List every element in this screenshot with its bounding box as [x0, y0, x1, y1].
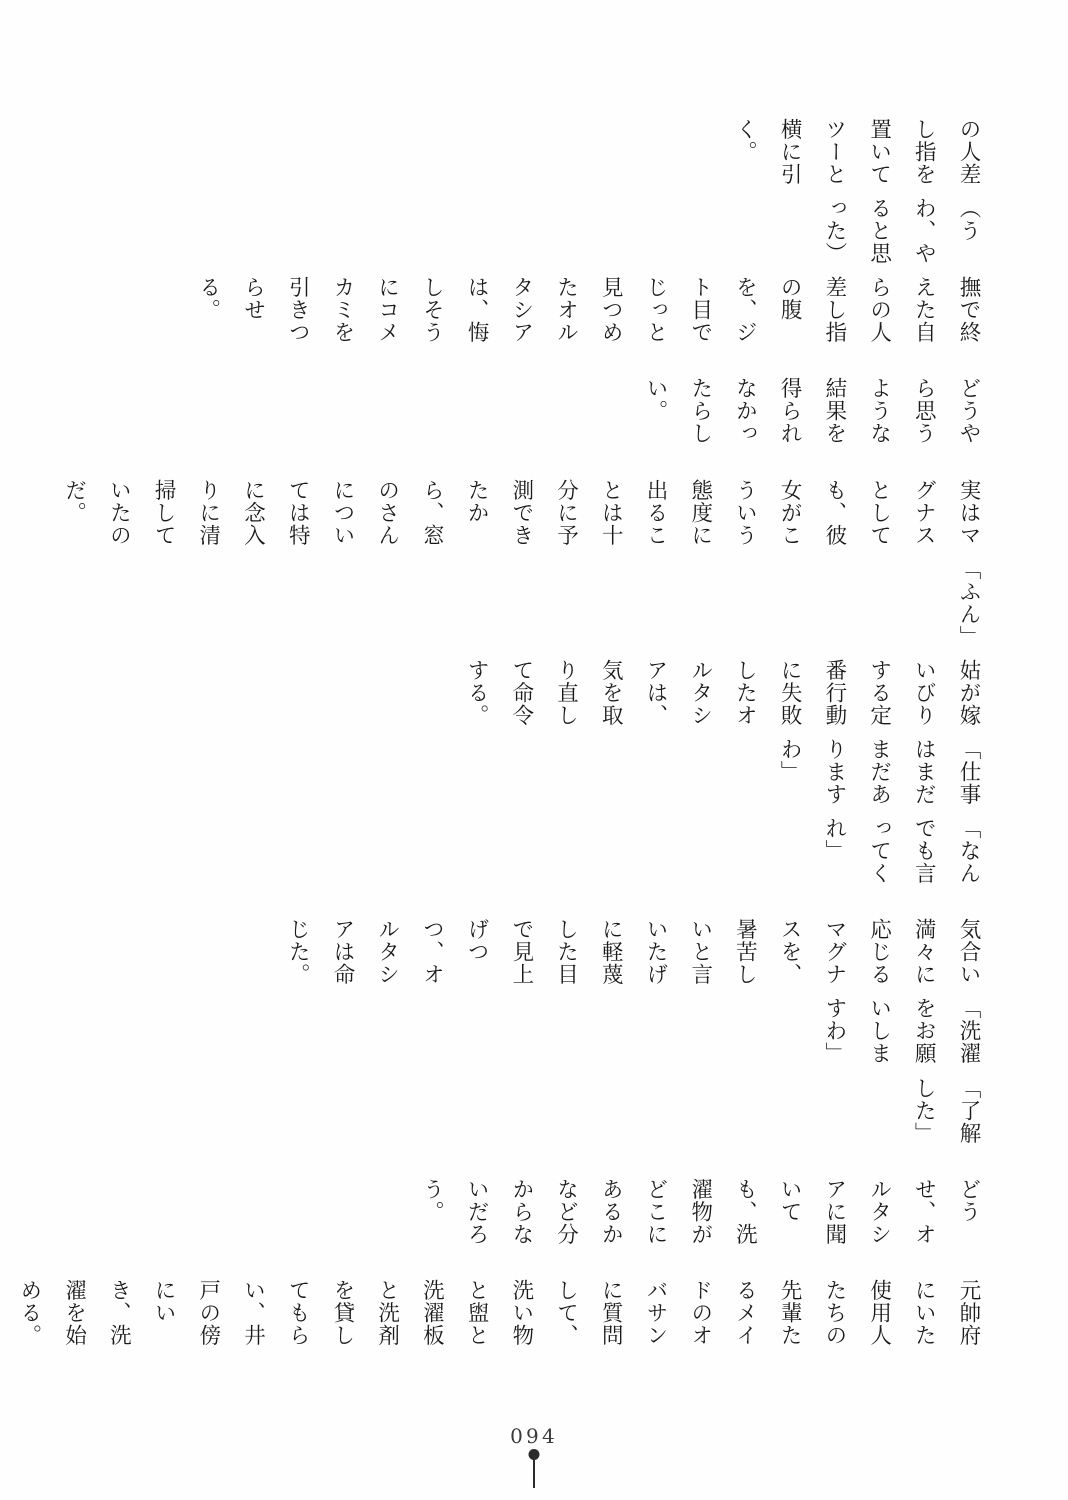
page-ornament-icon	[533, 1458, 535, 1488]
page-number: 094	[510, 1424, 558, 1448]
paragraph-dialogue: 「なんでも言ってくれ」	[821, 817, 981, 885]
paragraph: 元帥府にいた使用人たちの先輩たるメイドのオバサンに質問して、洗い物と盥と洗濯板と洗剤を貸してもらい、井戸の傍にいき、洗濯を始める。	[16, 1278, 981, 1347]
paragraph: 撫で終えた自らの人差し指の腹を、ジト目でじっと見つめたオルタシアは、悔しそうにコメカミを引きつらせる。	[195, 276, 981, 344]
paragraph: 気合い満々に応じるマグナスを、暑苦しいと言いたげに軽蔑した目で見上げつつ、オルタシアは命じた。	[285, 918, 981, 986]
paragraph: 実はマグナスとしても、彼女がこういう態度に出ることは十分に予測できたから、窓のさんについては特に念入りに清掃していたのだ。	[61, 478, 981, 546]
paragraph: の人差し指を置いてツーと横に引く。	[732, 118, 981, 186]
paragraph: どうやら思うような結果を得られなかったらしい。	[642, 377, 981, 445]
paragraph: 姑が嫁いびりする定番行動に失敗したオルタシアは、気を取り直して命令する。	[464, 658, 981, 727]
body-text-block	[16, 118, 990, 1358]
paragraph: どうせ、オルタシアに聞いても、洗濯物がどこにあるかなど分からないだろう。	[419, 1177, 981, 1246]
paragraph-dialogue: 「仕事はまだまだありますわ」	[777, 737, 981, 806]
paragraph-dialogue: 「ふん」	[956, 557, 981, 648]
paragraph-dialogue: 「了解した」	[911, 1076, 981, 1144]
paragraph-dialogue: 「洗濯をお願いしますわ」	[821, 997, 981, 1065]
paragraph: （うわ、やると思った）	[821, 197, 981, 265]
